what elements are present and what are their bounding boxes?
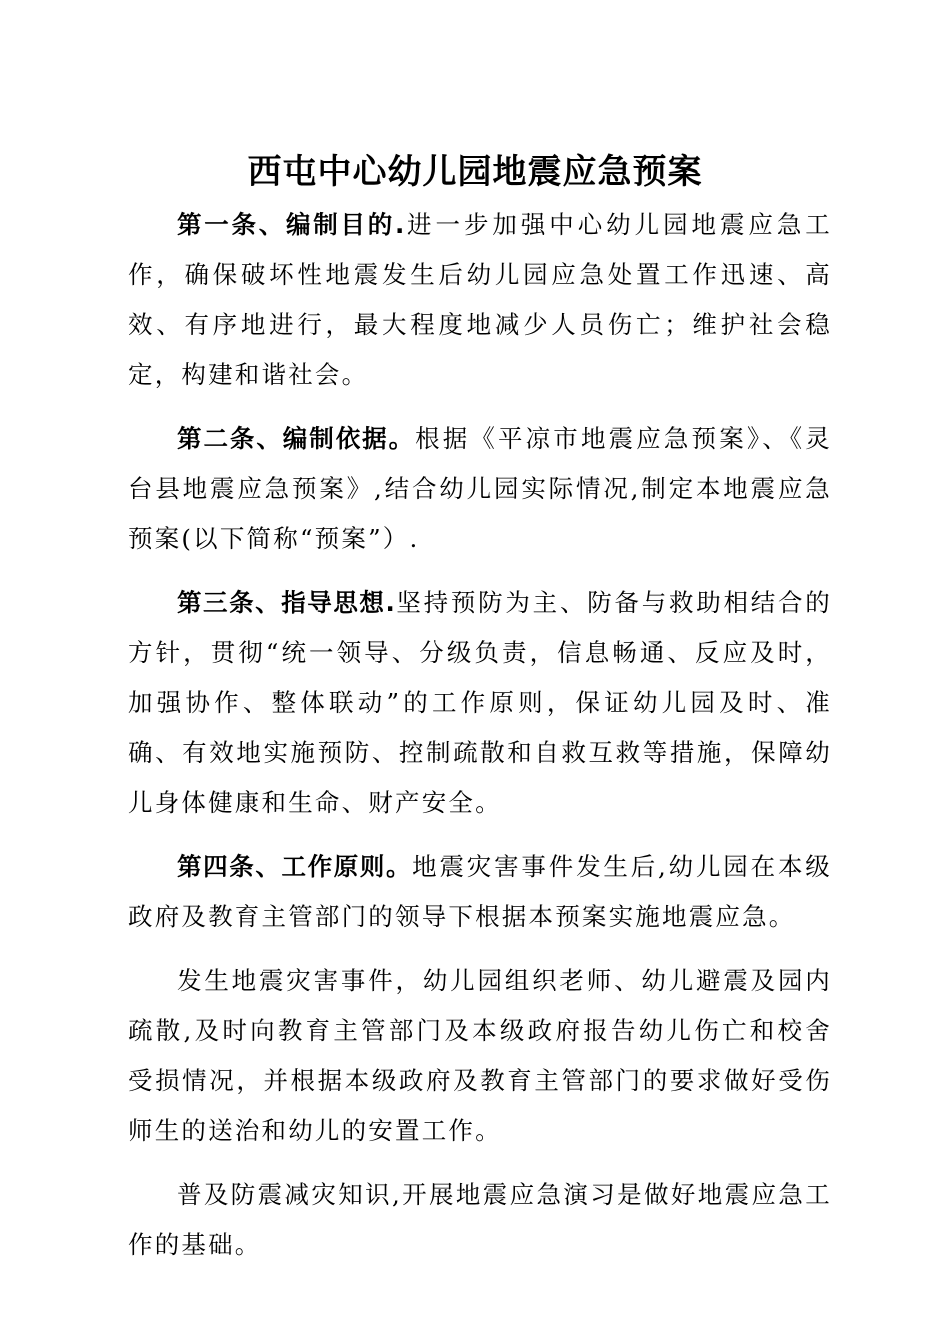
education-paragraph (128, 1170, 832, 1270)
article-4-paragraph (128, 842, 832, 942)
article-3-paragraph (128, 578, 832, 828)
article-heading: 第四条、工作原则。 (177, 852, 413, 881)
document-body (128, 200, 832, 1284)
paragraph-text: 普及防震减灾知识,开展地震应急演习是做好地震应急工作的基础。 (128, 1180, 832, 1259)
article-text: 进一步加强中心幼儿园地震应急工作，确保破坏性地震发生后幼儿园应急处置工作迅速、高效、有序地进行，最大程度地减少人员伤亡；维护社会稳定，构建和谐社会。 (128, 210, 833, 389)
article-text: 根据《平凉市地震应急预案》、《灵台县地震应急预案》,结合幼儿园实际情况,制定本地震应急预案(以下简称“预案”）. (128, 424, 833, 553)
article-text: 地震灾害事件发生后,幼儿园在本级政府及教育主管部门的领导下根据本预案实施地震应急。 (128, 852, 832, 931)
paragraph-text: 发生地震灾害事件，幼儿园组织老师、幼儿避震及园内疏散,及时向教育主管部门及本级政府报告幼儿伤亡和校舍受损情况，并根据本级政府及教育主管部门的要求做好受伤师生的送治和幼儿的安置工作。 (128, 966, 832, 1145)
article-1-paragraph (128, 200, 832, 400)
article-2-paragraph (128, 414, 832, 564)
article-heading: 第一条、编制目的. (177, 210, 406, 239)
article-text: 坚持预防为主、防备与救助相结合的方针，贯彻“统一领导、分级负责，信息畅通、反应及时，加强协作、整体联动”的工作原则，保证幼儿园及时、准确、有效地实施预防、控制疏散和自救互救等措施，保障幼儿身体健康和生命、财产安全。 (128, 588, 833, 817)
article-heading: 第三条、指导思想. (177, 588, 396, 617)
document-title: 西屯中心幼儿园地震应急预案 (247, 152, 703, 192)
article-heading: 第二条、编制依据。 (177, 424, 416, 453)
response-paragraph (128, 956, 832, 1156)
